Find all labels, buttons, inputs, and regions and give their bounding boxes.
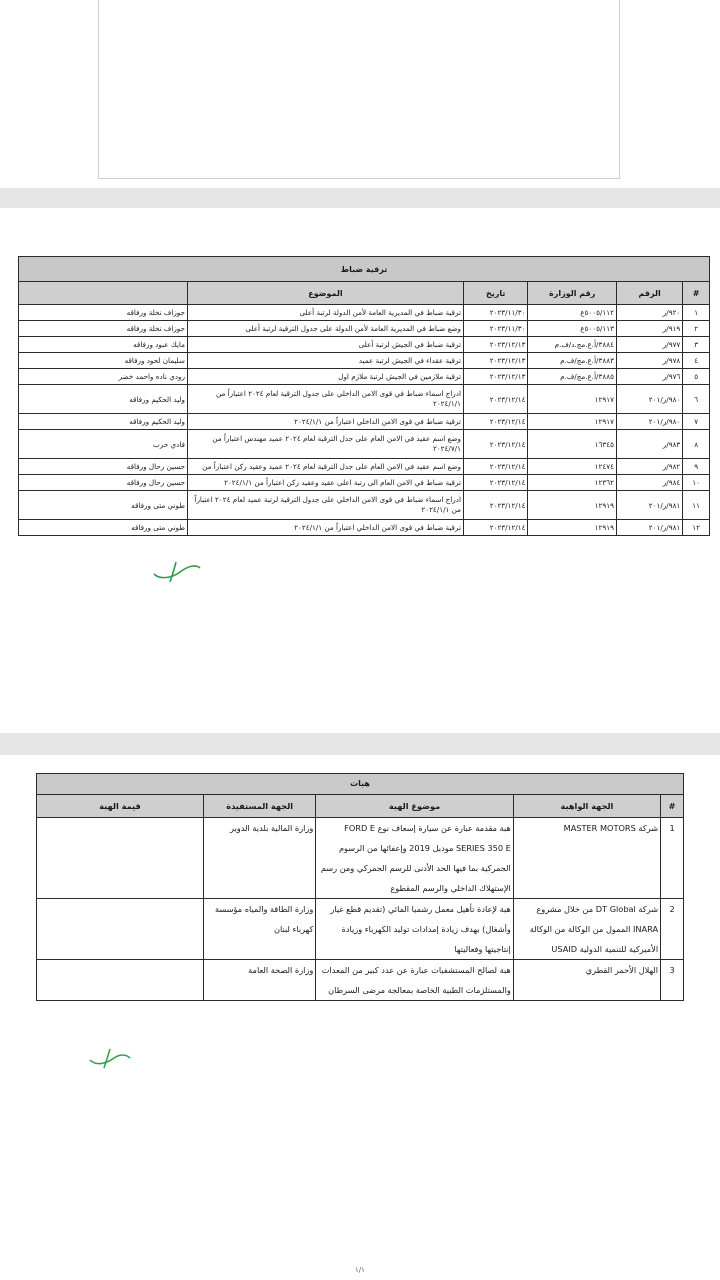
row-index: 2 (661, 899, 684, 960)
row-subject: ترقية ضباط في الجيش لرتبة أعلى (187, 337, 463, 353)
col-header-donation-subject: موضوع الهبة (316, 795, 513, 818)
col-header-number: الرقم (616, 282, 682, 305)
row-date: ٢٠٢٣/١٢/١٣ (463, 337, 527, 353)
row-index: 3 (661, 960, 684, 1001)
row-number: ٩٧٦/ر (616, 369, 682, 385)
row-index: ٩ (683, 459, 710, 475)
table-row (19, 353, 710, 369)
table-row (19, 430, 710, 459)
row-names: طوني متى ورفاقه (19, 491, 188, 520)
row-ministry-number: ١٢٩١٩ (528, 491, 616, 520)
table-row (37, 818, 684, 899)
row-date: ٢٠٢٣/١١/٣٠ (463, 321, 527, 337)
signature-mark (88, 1046, 134, 1070)
row-subject: ترقية عقداء في الجيش لرتبة عميد (187, 353, 463, 369)
donations-table (36, 773, 684, 1001)
row-names: طوني متى ورفاقه (19, 520, 188, 536)
col-header-ministry-number: رقم الوزارة (528, 282, 616, 305)
row-names: حسين رحال ورفاقه (19, 475, 188, 491)
row-number: ٩٢٠/ر (616, 305, 682, 321)
row-names: جوزاف نخلة ورفاقه (19, 321, 188, 337)
table-row (19, 385, 710, 414)
row-index: ٦ (683, 385, 710, 414)
row-subject: ترقية ضباط في قوى الامن الداخلي اعتباراً من ٢٠٢٤/١/١ (187, 520, 463, 536)
row-donation-subject: هبة لإعادة تأهيل معمل رشميا المائي (تقديم قطع غيار وأشغال) بهدف زيادة إمدادات توليد الكهرباء وزيادة إنتاجيتها وفعاليتها (316, 899, 513, 960)
row-ministry-number: ١٢٩١٩ (528, 520, 616, 536)
row-donation-value (37, 899, 204, 960)
row-ministry-number: ١٢٣٦٢ (528, 475, 616, 491)
row-index: ١ (683, 305, 710, 321)
col-header-date: تاريخ (463, 282, 527, 305)
page-gap (0, 733, 720, 755)
table-row (37, 960, 684, 1001)
row-date: ٢٠٢٣/١٢/١٤ (463, 520, 527, 536)
signature-mark (150, 558, 206, 584)
row-number: ٩٧٧/ر (616, 337, 682, 353)
table-row (19, 337, 710, 353)
row-number: ٩٨٤/ر (616, 475, 682, 491)
row-index: ٣ (683, 337, 710, 353)
row-subject: ترقية ضباط في قوى الامن الداخلي اعتباراً من ٢٠٢٤/١/١ (187, 414, 463, 430)
row-number: ٩٧٨/ر (616, 353, 682, 369)
row-date: ٢٠٢٣/١٢/١٤ (463, 385, 527, 414)
row-date: ٢٠٢٣/١٢/١٤ (463, 414, 527, 430)
col-header-index: # (661, 795, 684, 818)
row-index: 1 (661, 818, 684, 899)
row-ministry-number: ١٢٩١٧ (528, 385, 616, 414)
col-header-donor: الجهة الواهبة (513, 795, 660, 818)
row-names: وليد الحكيم ورفاقه (19, 385, 188, 414)
row-index: ٤ (683, 353, 710, 369)
row-date: ٢٠٢٣/١٢/١٤ (463, 491, 527, 520)
table-row (19, 475, 710, 491)
row-number: ٩١٩/ر (616, 321, 682, 337)
row-date: ٢٠٢٣/١٢/١٤ (463, 459, 527, 475)
row-donation-subject: هبة لصالح المستشفيات عبارة عن عدد كبير من المعدات والمستلزمات الطبية الخاصة بمعالجة مرضى السرطان (316, 960, 513, 1001)
row-number: ٩٨٠/ر/٢٠١ (616, 385, 682, 414)
row-donor: شركة DT Global من خلال مشروع INARA الممول من الوكالة من الوكالة الأميركية للتنمية الدولية USAID (513, 899, 660, 960)
table-row (19, 305, 710, 321)
row-index: ٢ (683, 321, 710, 337)
row-number: ٩٨٢/ر (616, 459, 682, 475)
table-row (19, 459, 710, 475)
row-names: وليد الحكيم ورفاقه (19, 414, 188, 430)
row-ministry-number: ١٢٩١٧ (528, 414, 616, 430)
row-subject: وضع ضباط في المديرية العامة لأمن الدولة على جدول الترقية لرتبة أعلى (187, 321, 463, 337)
row-index: ١٢ (683, 520, 710, 536)
row-date: ٢٠٢٣/١١/٣٠ (463, 305, 527, 321)
row-names: جوزاف نخلة ورفاقه (19, 305, 188, 321)
row-donation-value (37, 960, 204, 1001)
row-names: رودي ناده واحمد خضر (19, 369, 188, 385)
row-ministry-number: ٥٠٠٥/١١٢ع (528, 305, 616, 321)
row-index: ٨ (683, 430, 710, 459)
row-donor: شركة MASTER MOTORS (513, 818, 660, 899)
row-number: ٩٨٠/ر/٢٠١ (616, 414, 682, 430)
row-ministry-number: ٣٨٨٥/أ.ع.مج/ف.م (528, 369, 616, 385)
row-date: ٢٠٢٣/١٢/١٣ (463, 353, 527, 369)
col-header-beneficiary: الجهة المستفيدة (203, 795, 315, 818)
row-donation-subject: هبة مقدمة عبارة عن سيارة إسعاف نوع FORD E SERIES 350 E موديل 2019 وإعفائها من الرسوم الجمركية بما فيها الحد الأدنى للرسم الجمركي ومن رسم الإستهلاك الداخلي والرسم المقطوع (316, 818, 513, 899)
row-names: حسين رحال ورفاقه (19, 459, 188, 475)
table-row (37, 899, 684, 960)
row-ministry-number: ١٦٣٤٥ (528, 430, 616, 459)
row-number: ٩٨٣/ر (616, 430, 682, 459)
row-donation-value (37, 818, 204, 899)
table-row (19, 414, 710, 430)
row-index: ١١ (683, 491, 710, 520)
page-number: ١/١ (355, 1266, 365, 1274)
col-header-subject: الموضوع (187, 282, 463, 305)
row-names: فادي حرب (19, 430, 188, 459)
row-subject: ادراج اسماء ضباط في قوى الامن الداخلي على جدول الترقية لعام ٢٠٢٤ اعتباراً من ٢٠٢٤/١/١ (187, 385, 463, 414)
row-donor: الهلال الأحمر القطري (513, 960, 660, 1001)
row-subject: وضع اسم عقيد في الامن العام على جدل الترقية لعام ٢٠٢٤ عميد وعقيد ركن اعتباراً من (187, 459, 463, 475)
row-subject: ترقية ملازمين في الجيش لرتبة ملازم اول (187, 369, 463, 385)
table-row (19, 369, 710, 385)
row-subject: ادراج اسماء ضباط في قوى الامن الداخلي على جدول الترقية لرتبة عميد لعام ٢٠٢٤ اعتباراً من ٢٠٢٤/١/١ (187, 491, 463, 520)
table-row (19, 321, 710, 337)
row-ministry-number: ٥٠٠٥/١١٣ع (528, 321, 616, 337)
previous-page-sheet (98, 0, 620, 179)
row-number: ٩٨١/ر/٢٠١ (616, 491, 682, 520)
row-ministry-number: ٣٨٨٤/أ.ع.مج.د/ف.م (528, 337, 616, 353)
row-beneficiary: وزارة الطاقة والمياه مؤسسة كهرباء لبنان (203, 899, 315, 960)
row-ministry-number: ٣٨٨٣/أ.ع.مج/ف.م (528, 353, 616, 369)
row-date: ٢٠٢٣/١٢/١٤ (463, 475, 527, 491)
table-title: ترقية ضباط (19, 257, 710, 282)
row-subject: ترقية ضباط في الامن العام الى رتبة اعلى عقيد وعقيد ركن اعتباراً من ٢٠٢٤/١/١ (187, 475, 463, 491)
row-subject: وضع اسم عقيد في الامن العام على جدل الترقية لعام ٢٠٢٤ عميد مهندس اعتباراً من ٢٠٢٤/٧/١ (187, 430, 463, 459)
col-header-donation-value: قيمة الهبة (37, 795, 204, 818)
row-date: ٢٠٢٣/١٢/١٣ (463, 369, 527, 385)
table-row (19, 520, 710, 536)
col-header-index: # (683, 282, 710, 305)
row-index: ٥ (683, 369, 710, 385)
officers-promotion-table (18, 256, 710, 536)
row-names: سليمان لحود ورفاقه (19, 353, 188, 369)
page-gap (0, 188, 720, 208)
row-beneficiary: وزارة الصحة العامة (203, 960, 315, 1001)
col-header-signatory (19, 282, 188, 305)
row-index: ٧ (683, 414, 710, 430)
table-title: هبات (37, 774, 684, 795)
row-ministry-number: ١٢٤٧٤ (528, 459, 616, 475)
row-number: ٩٨١/ر/٢٠١ (616, 520, 682, 536)
row-date: ٢٠٢٣/١٢/١٤ (463, 430, 527, 459)
row-beneficiary: وزارة المالية بلدية الدوير (203, 818, 315, 899)
table-row (19, 491, 710, 520)
row-subject: ترقية ضباط في المديرية العامة لأمن الدولة لرتبة أعلى (187, 305, 463, 321)
row-names: مايك عبود ورفاقه (19, 337, 188, 353)
row-index: ١٠ (683, 475, 710, 491)
